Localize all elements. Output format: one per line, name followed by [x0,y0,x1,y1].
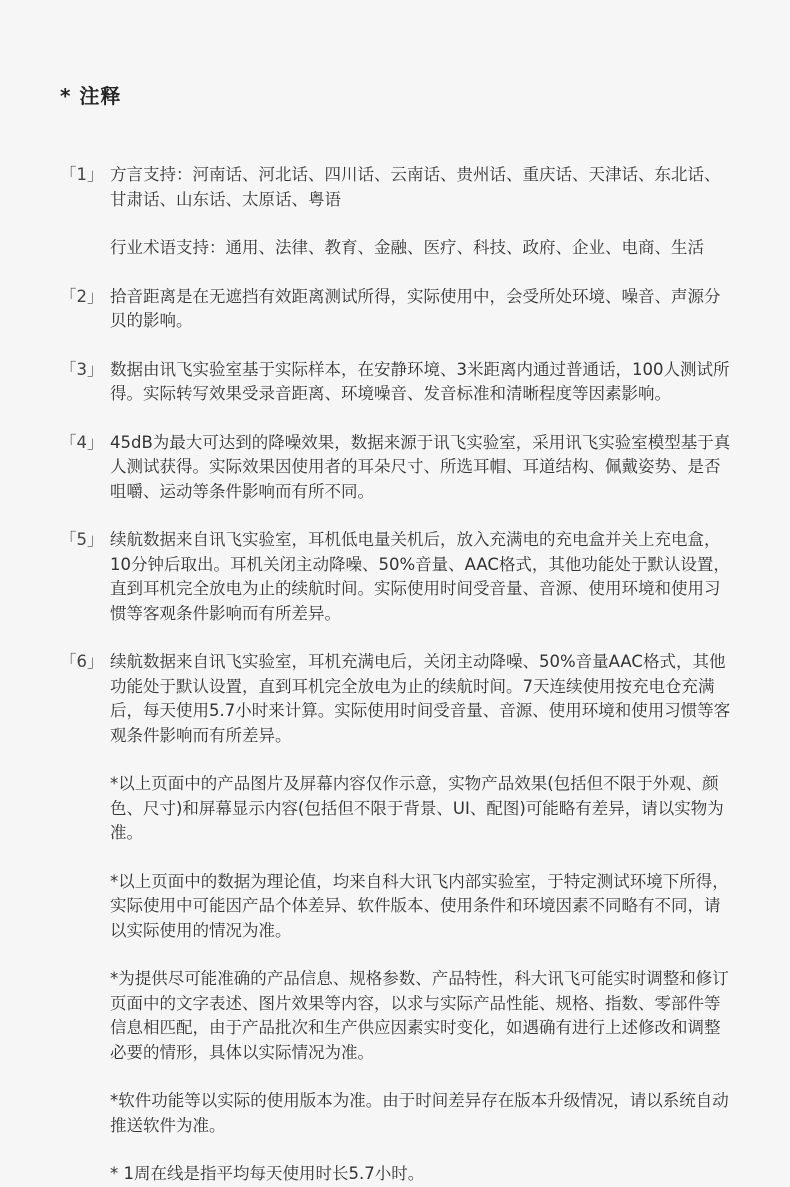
disclaimer-paragraph: *软件功能等以实际的使用版本为准。由于时间差异存在版本升级情况，请以系统自动推送软件为准。 [110,1091,729,1135]
disclaimer-paragraph: *以上页面中的数据为理论值，均来自科大讯飞内部实验室，于特定测试环境下所得，实际使用中可能因产品个体差异、软件版本、使用条件和环境因素不同略有不同，请以实际使用的情况为准。 [110,871,729,940]
note-body [110,431,734,505]
disclaimer-paragraph: *以上页面中的产品图片及屏幕内容仅作示意，实物产品效果(包括但不限于外观、颜色、尺寸)和屏幕显示内容(包括但不限于背景、UI、配图)可能略有差异，请以实物为准。 [110,774,724,842]
disclaimer-list [110,772,734,1187]
disclaimer-paragraph: * 1周在线是指平均每天使用时长5.7小时。 [110,1164,425,1183]
note-paragraph: 数据由讯飞实验室基于实际样本，在安静环境、3米距离内通过普通话，100人测试所得。实际转写效果受录音距离、环境噪音、发音标准和清晰程度等因素影响。 [110,359,730,403]
note-4 [60,431,734,505]
note-body [110,285,734,334]
note-paragraph: 行业术语支持：通用、法律、教育、金融、医疗、科技、政府、企业、电商、生活 [110,238,704,257]
note-body [110,528,734,626]
note-3 [60,358,734,407]
note-paragraph: 方言支持：河南话、河北话、四川话、云南话、贵州话、重庆话、天津话、东北话、甘肃话、山东话、太原话、粤语 [110,165,721,209]
note-paragraph: 续航数据来自讯飞实验室，耳机充满电后，关闭主动降噪、50%音量AAC格式，其他功能处于默认设置，直到耳机完全放电为止的续航时间。7天连续使用按充电仓充满后，每天使用5.7小时来计算。实际使用时间受音量、音源、使用环境和使用习惯等客观条件影响而有所差异。 [110,652,731,745]
page-title: * 注释 [60,84,122,108]
note-body [110,358,734,407]
note-paragraph: 续航数据来自讯飞实验室，耳机低电量关机后，放入充满电的充电盒并关上充电盒，10分钟后取出。耳机关闭主动降噪、50%音量、AAC格式，其他功能处于默认设置，直到耳机完全放电为止的续航时间。实际使用时间受音量、音源、使用环境和使用习惯等客观条件影响而有所差异。 [110,530,730,623]
note-6 [60,650,734,748]
note-number: 「4」 [60,432,104,452]
note-1 [60,163,734,261]
note-number: 「2」 [60,286,104,306]
note-paragraph: 45dB为最大可达到的降噪效果，数据来源于讯飞实验室，采用讯飞实验室模型基于真人测试获得。实际效果因使用者的耳朵尺寸、所选耳帽、耳道结构、佩戴姿势、是否咀嚼、运动等条件影响而有所不同。 [110,432,731,501]
note-number: 「5」 [60,530,104,549]
notes-list [60,163,734,748]
note-5 [60,528,734,626]
note-paragraph: 拾音距离是在无遮挡有效距离测试所得，实际使用中，会受所处环境、噪音、声源分贝的影响。 [110,286,721,330]
note-number: 「6」 [60,652,104,671]
disclaimer-paragraph: *为提供尽可能准确的产品信息、规格参数、产品特性，科大讯飞可能实时调整和修订页面中的文字表述、图片效果等内容，以求与实际产品性能、规格、指数、零部件等信息相匹配，由于产品批次和生产供应因素实时变化，如遇确有进行上述修改和调整必要的情形，具体以实际情况为准。 [110,969,729,1062]
note-2 [60,285,734,334]
note-number: 「3」 [60,359,104,379]
note-body [110,650,734,748]
note-number: 「1」 [60,165,104,184]
note-body [110,163,734,261]
